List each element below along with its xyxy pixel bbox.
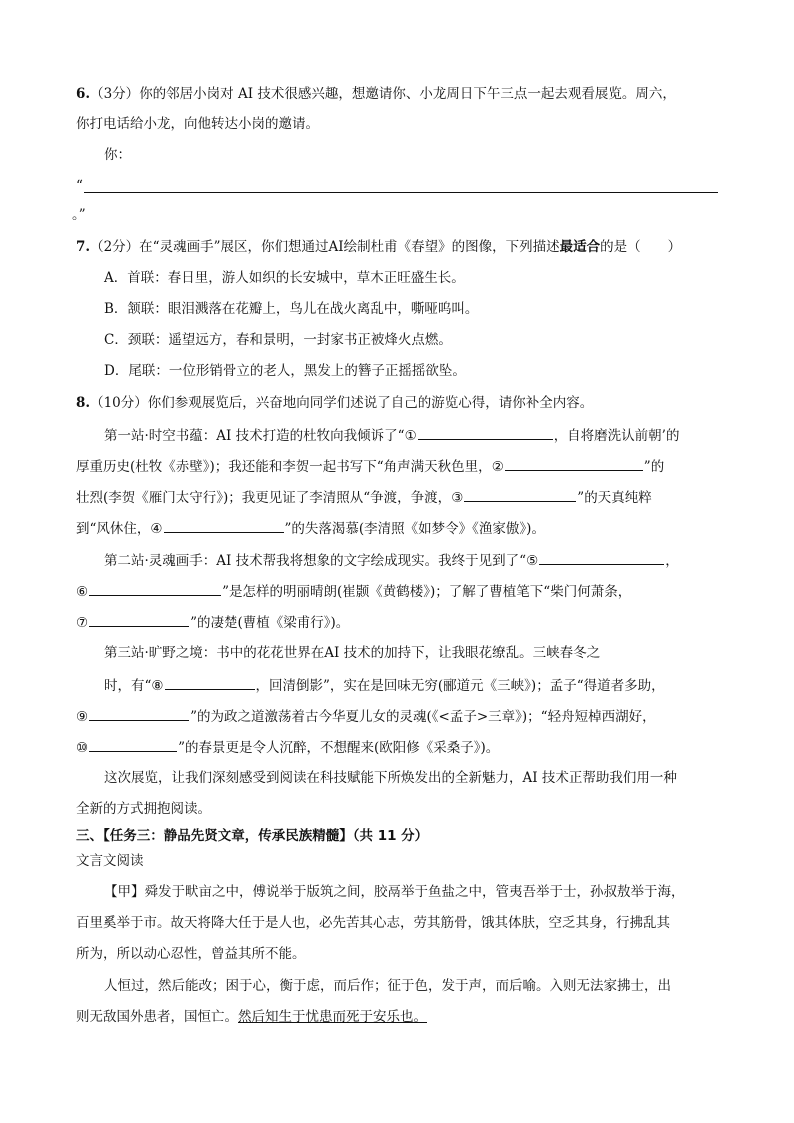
q7-number: 7. [76, 239, 91, 255]
q7-option-d[interactable]: D．尾联：一位形销骨立的老人，黑发上的簪子正摇摇欲坠。 [104, 363, 466, 379]
passage-jia-line-1: 【甲】舜发于畎亩之中，傅说举于版筑之间，胶鬲举于鱼盐之中，管夷吾举于士，孙叔敖举于海， [104, 884, 685, 900]
blank-9[interactable] [89, 705, 189, 721]
q8-p3-line-4 [76, 736, 499, 758]
text: ，自将磨洗认前朝’的 [553, 428, 680, 444]
q6-score: （3分） [90, 86, 140, 102]
q6-line-1 [76, 84, 676, 104]
blank-8[interactable] [165, 674, 255, 690]
blank-6[interactable] [89, 580, 221, 596]
q8-p1-line-1 [104, 424, 679, 446]
q8-p1-line-3 [76, 486, 652, 508]
q8-p3-line-3 [76, 705, 656, 727]
q7-option-c[interactable]: C．颈联：遥望远方，春和景明，一封家书正被烽火点燃。 [104, 332, 452, 348]
text: ”的为政之道激荡着古今华夏儿女的灵魂(《<孟子>三章》)；“轻舟短棹西湖好， [190, 709, 656, 725]
q8-number: 8. [76, 395, 91, 411]
blank-marker-4: ④ [150, 521, 163, 537]
text: ，回清倒影”，实在是回味无穷(郦道元《三峡》)；孟子“得道者多助， [255, 678, 665, 694]
text: ”的春景更是令人沉醉，不想醒来(欧阳修《采桑子》)。 [178, 740, 500, 756]
q8-p2-line-2 [76, 580, 631, 602]
blank-marker-9: ⑨ [76, 709, 89, 725]
text: ， [665, 553, 679, 569]
text: 壮烈(李贺《雁门太守行》)；我更见证了李清照从“争渡，争渡， [76, 490, 452, 506]
q6-text-1: 你的邻居小岗对 AI 技术很感兴趣，想邀请你、小龙周日下午三点一起去观看展览。周六， [139, 86, 676, 102]
blank-3[interactable] [464, 486, 576, 502]
blank-1[interactable] [418, 424, 553, 440]
blank-5[interactable] [539, 549, 664, 565]
text: ”的天真纯粹 [577, 490, 652, 506]
text: 第一站·时空书蕴：AI 技术打造的杜牧向我倾诉了“ [104, 428, 405, 444]
text: 则无敌国外患者，国恒亡。 [76, 1009, 238, 1025]
blank-marker-1: ① [404, 428, 417, 444]
q7-stem-emphasis: 最适合 [559, 239, 601, 255]
blank-marker-3: ③ [451, 490, 464, 506]
blank-marker-8: ⑧ [151, 678, 164, 694]
q8-p4-line-1: 这次展览，让我们深刻感受到阅读在科技赋能下所焕发出的全新魅力，AI 技术正帮助我们用一种 [104, 770, 677, 786]
text: ”是怎样的明丽晴朗(崔颢《黄鹤楼》)；了解了曹植笔下“柴门何萧条， [222, 584, 632, 600]
text: ”的 [643, 459, 665, 475]
blank-2[interactable] [505, 455, 643, 471]
blank-marker-5: ⑤ [526, 553, 539, 569]
q6-open-quote: “ [76, 178, 83, 194]
blank-marker-2: ② [491, 459, 504, 475]
blank-marker-7: ⑦ [76, 615, 89, 631]
text: 到“风休住， [76, 521, 151, 537]
q8-p3-line-1: 第三站·旷野之境：书中的花花世界在AI 技术的加持下，让我眼花缭乱。三峡春冬之 [104, 645, 601, 661]
q8-p2-line-3 [76, 611, 349, 633]
section-3-subheading: 文言文阅读 [76, 853, 144, 869]
q7-stem-text: （2分）在“灵魂画手”展区，你们想通过AI绘制杜甫《春望》的图像，下列描述 [90, 239, 560, 255]
q6-number: 6. [76, 86, 91, 102]
text: ”的失落渴慕(李清照《如梦令》《渔家傲》)。 [284, 521, 545, 537]
q6-line-2: 你打电话给小龙，向他转达小岗的邀请。 [76, 116, 319, 132]
q6-you-label: 你： [104, 147, 131, 163]
q8-p3-line-2 [104, 674, 665, 696]
q8-p2-line-1 [104, 549, 679, 571]
text: 厚重历史(杜牧《赤壁》)；我还能和李贺一起书写下“角声满天秋色里， [76, 459, 492, 475]
text: 时，有“ [104, 678, 152, 694]
blank-marker-6: ⑥ [76, 584, 89, 600]
passage-jia-line-5 [76, 1007, 427, 1027]
q8-stem [76, 393, 593, 413]
passage-jia-line-2: 百里奚举于市。故天将降大任于是人也，必先苦其心志，劳其筋骨，饿其体肤，空乏其身，行拂乱其 [76, 915, 670, 931]
q7-option-b[interactable]: B．颔联：眼泪溅落在花瓣上，鸟儿在战火离乱中，嘶哑呜叫。 [104, 301, 479, 317]
blank-marker-10: ⑩ [76, 740, 89, 756]
q7-option-a[interactable]: A．首联：春日里，游人如织的长安城中，草木正旺盛生长。 [104, 270, 465, 286]
text: ”的凄楚(曹植《梁甫行》)。 [190, 615, 350, 631]
underlined-sentence: 然后知生于忧患而死于安乐也。 [238, 1009, 427, 1025]
section-3-heading: 三、【任务三：静品先贤文章，传承民族精髓】（共 11 分） [76, 828, 429, 844]
text: 第二站·灵魂画手：AI 技术帮我将想象的文字绘成现实。我终于见到了“ [104, 553, 527, 569]
blank-10[interactable] [89, 736, 177, 752]
passage-jia-line-3: 所为，所以动心忍性，曾益其所不能。 [76, 946, 306, 962]
passage-jia-line-4: 人恒过，然后能改；困于心，衡于虑，而后作；征于色，发于声，而后喻。入则无法家拂士，出 [104, 978, 671, 994]
q7-stem [76, 237, 681, 257]
q6-answer-line[interactable] [84, 192, 718, 193]
q8-p4-line-2: 全新的方式拥抱阅读。 [76, 801, 211, 817]
q8-p1-line-4 [76, 517, 545, 539]
q7-stem-tail: 的是（ ） [600, 239, 682, 255]
q6-close-quote: 。” [72, 207, 86, 223]
blank-7[interactable] [89, 611, 189, 627]
blank-4[interactable] [164, 517, 284, 533]
q8-stem-text: （10分）你们参观展览后，兴奋地向同学们述说了自己的游览心得，请你补全内容。 [90, 395, 594, 411]
q8-p1-line-2 [76, 455, 664, 477]
